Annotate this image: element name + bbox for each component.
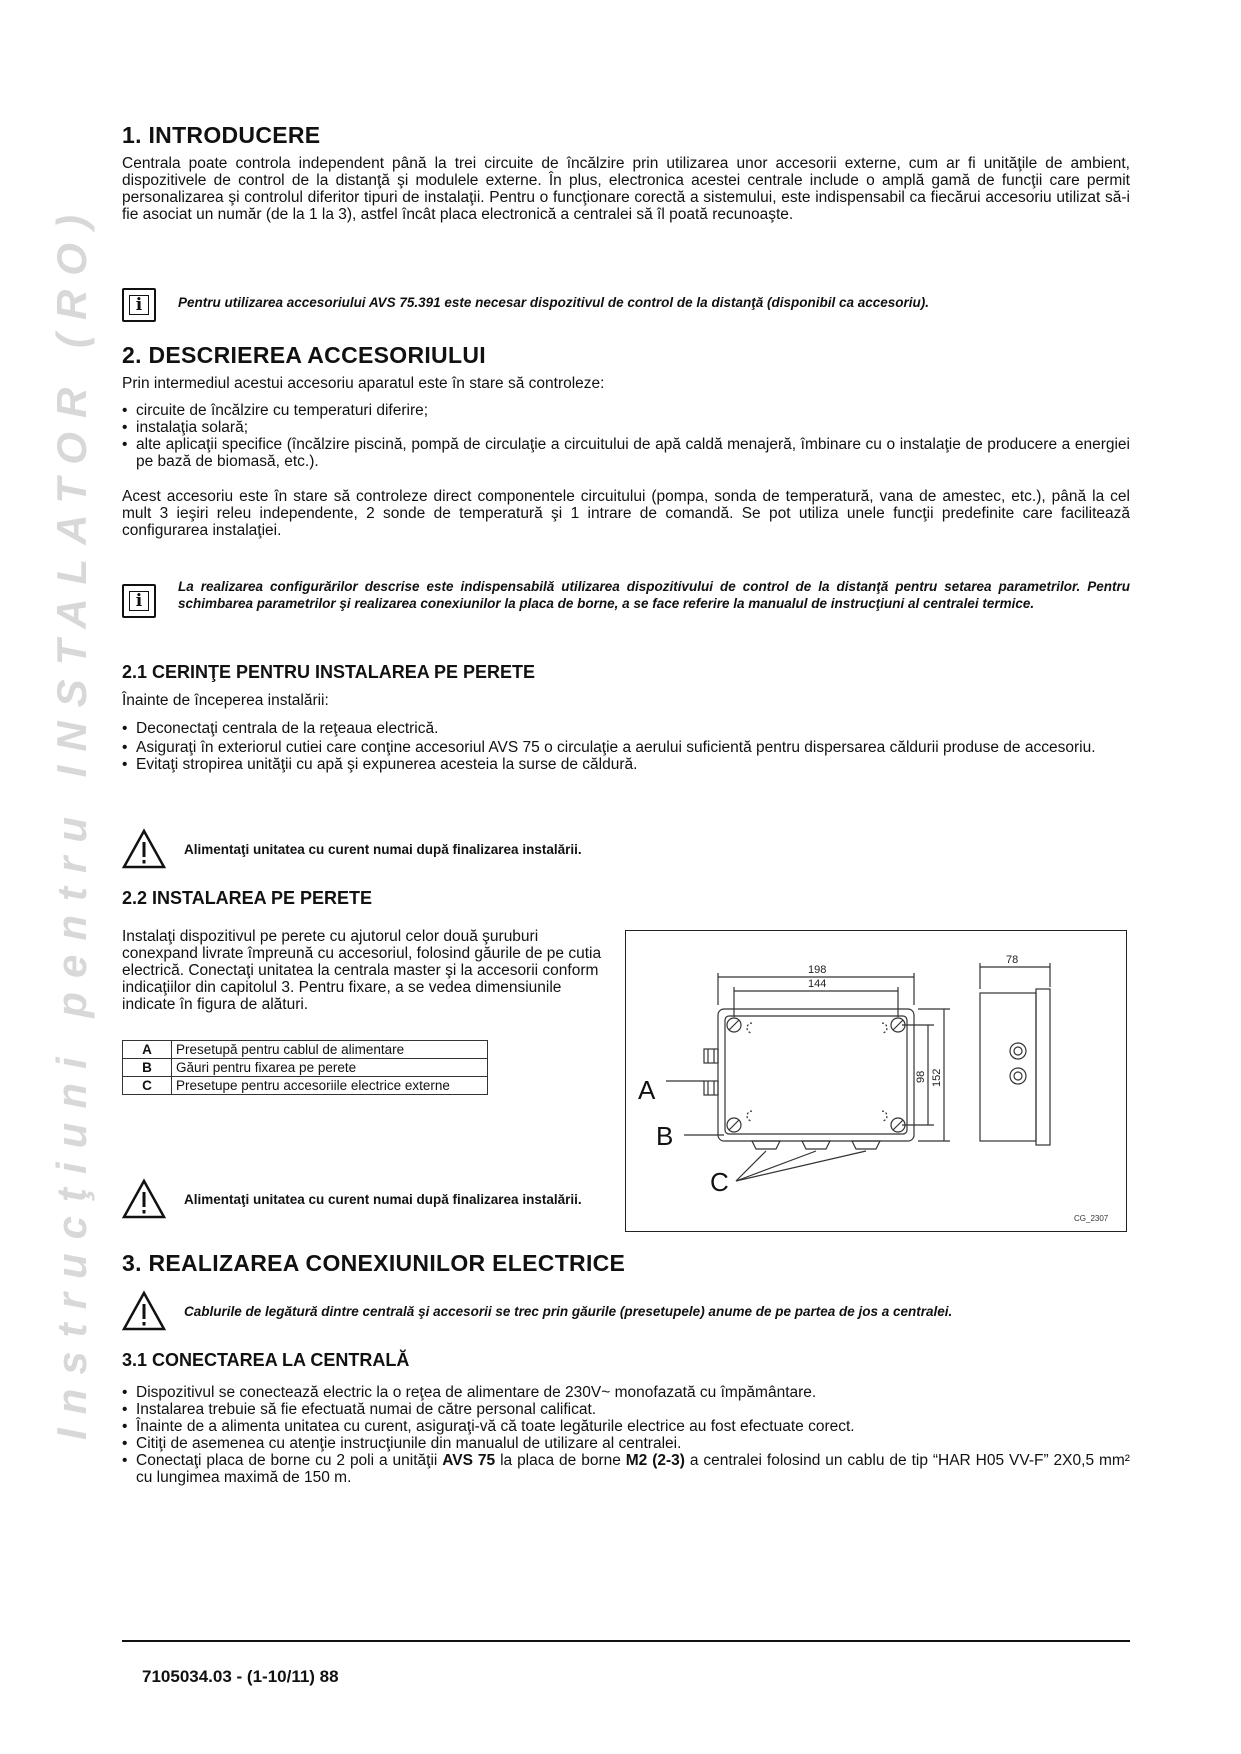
footer-code: 7105034.03 - (1-10/11) 88 — [142, 1667, 339, 1686]
dim-198: 198 — [808, 964, 827, 976]
legend-key: B — [123, 1059, 172, 1077]
bullet-text: Conectaţi placa de borne cu 2 poli a unităţii — [136, 1452, 443, 1469]
section-2-2-paragraph: Instalaţi dispozitivul pe perete cu ajutorul celor două şuruburi conexpand livrate împreună cu accesoriul, folosind găurile de pe cutia electrică. Conectaţi unitatea la centrala master şi la accesorii conform indicaţiilor din capitolul 3. Pentru fixare, a se vedea dimensiunile indicate în figura de alături. — [122, 928, 602, 1013]
legend-key: C — [123, 1077, 172, 1095]
dim-152: 152 — [931, 1068, 943, 1087]
table-row — [123, 1041, 488, 1059]
legend-text: Presetupă pentru cablul de alimentare — [172, 1041, 488, 1059]
footer-divider — [122, 1640, 1130, 1642]
figure-label-b: B — [656, 1121, 674, 1151]
section-2-1-title: 2.1 CERINŢE PENTRU INSTALAREA PE PERETE — [122, 662, 536, 682]
device-name: AVS 75 — [442, 1452, 496, 1469]
bullet-text: la placa de borne — [495, 1452, 626, 1469]
section-2-1-bullets — [122, 720, 1130, 773]
section-2-2-warning-text: Alimentaţi unitatea cu curent numai după finalizarea instalării. — [184, 1191, 582, 1207]
warning-icon — [122, 1290, 166, 1332]
side-label: Instrucţiuni pentru INSTALATOR (RO) — [48, 201, 95, 1440]
dimension-figure — [625, 930, 1127, 1232]
list-item: • alte aplicaţii specifice (încălzire piscină, pompă de circulaţie a circuitului de apă caldă menajeră, îmbinare cu o instalaţie de producere a energiei pe bază de biomasă, etc.). — [122, 436, 1130, 470]
section-2-paragraph: Acest accesoriu este în stare să controleze direct componentele circuitului (pompa, sonda de temperatură, vana de amestec, etc.), până la cel mult 3 ieşiri releu independente, 2 sonde de temperatură şi 1 intrare de comandă. Se pot utiliza unele funcţii predefinite care facilitează configurarea instalaţiei. — [122, 488, 1130, 539]
list-item: • instalaţia solară; — [122, 419, 1130, 436]
section-2-title: 2. DESCRIEREA ACCESORIULUI — [122, 342, 486, 368]
section-2-2-title: 2.2 INSTALAREA PE PERETE — [122, 888, 373, 908]
section-2-2-warning — [122, 1178, 597, 1220]
section-3-title: 3. REALIZAREA CONEXIUNILOR ELECTRICE — [122, 1250, 626, 1276]
list-item: • Instalarea trebuie să fie efectuată numai de către personal calificat. — [122, 1401, 1130, 1418]
legend-text: Găuri pentru fixarea pe perete — [172, 1059, 488, 1077]
info-icon: i — [122, 584, 156, 618]
info-icon: i — [122, 288, 156, 322]
figure-code: CG_2307 — [1074, 1214, 1109, 1223]
section-3-warning-text: Cablurile de legătură dintre centrală şi accesorii se trec prin găurile (presetupele) anume de pe partea de jos a centralei. — [184, 1303, 953, 1319]
section-2-note-text: La realizarea configurărilor descrise este indispensabilă utilizarea dispozitivului de control de la distanţă pentru setarea parametrilor. Pentru schimbarea parametrilor şi realizarea conexiunilor la placa de borne, a se face referire la manualul de instrucţiuni al centralei termice. — [178, 579, 1130, 611]
terminal-name: M2 (2-3) — [625, 1452, 685, 1469]
list-item — [122, 1452, 1130, 1486]
section-2-1-intro: Înainte de începerea instalării: — [122, 692, 329, 709]
legend-key: A — [123, 1041, 172, 1059]
warning-icon — [122, 828, 166, 870]
figure-label-c: C — [710, 1167, 729, 1197]
legend-text: Presetupe pentru accesoriile electrice externe — [172, 1077, 488, 1095]
section-2-1-warning — [122, 828, 822, 870]
section-2-bullets — [122, 402, 1130, 470]
list-item: • Înainte de a alimenta unitatea cu curent, asiguraţi-vă că toate legăturile electrice au fost efectuate corect. — [122, 1418, 1130, 1435]
section-3-warning — [122, 1290, 1130, 1332]
section-2-intro: Prin intermediul acestui accesoriu aparatul este în stare să controleze: — [122, 375, 605, 392]
figure-drawing — [626, 931, 1126, 1231]
list-item: • Citiţi de asemenea cu atenţie instrucţiunile din manualul de utilizare al centralei. — [122, 1435, 1130, 1452]
list-item: • Dispozitivul se conectează electric la o reţea de alimentare de 230V~ monofazată cu împământare. — [122, 1384, 1130, 1401]
bullet-text: a centralei folosind un cablu de tip “HAR H05 VV-F” 2X0,5 mm² cu lungimea maximă de 150 m. — [136, 1452, 1130, 1486]
figure-label-a: A — [638, 1075, 656, 1105]
warning-icon — [122, 1178, 166, 1220]
dim-98: 98 — [915, 1070, 927, 1083]
legend-table — [122, 1040, 488, 1095]
section-1-note — [122, 288, 1130, 322]
section-3-1-title: 3.1 CONECTAREA LA CENTRALĂ — [122, 1350, 410, 1370]
list-item: • Asiguraţi în exteriorul cutiei care conţine accesoriul AVS 75 o circulaţie a aerului suficientă pentru dispersarea căldurii produse de accesoriu. — [122, 739, 1130, 756]
list-item: • circuite de încălzire cu temperaturi diferire; — [122, 402, 1130, 419]
list-item: • Deconectaţi centrala de la reţeaua electrică. — [122, 720, 1130, 737]
dim-78: 78 — [1006, 954, 1019, 966]
dim-144: 144 — [808, 978, 827, 990]
section-2-note — [122, 578, 1130, 618]
section-3-1-bullets — [122, 1384, 1130, 1486]
list-item: • Evitaţi stropirea unităţii cu apă şi expunerea acesteia la surse de căldură. — [122, 756, 1130, 773]
section-1-title: 1. INTRODUCERE — [122, 122, 321, 148]
table-row — [123, 1077, 488, 1095]
section-1-note-text: Pentru utilizarea accesoriului AVS 75.391 este necesar dispozitivul de control de la distanţă (disponibil ca accesoriu). — [178, 295, 929, 310]
table-row — [123, 1059, 488, 1077]
section-1-paragraph: Centrala poate controla independent până la trei circuite de încălzire prin utilizarea unor accesorii externe, cum ar fi unităţile de ambient, dispozitivele de control de la distanţă şi modulele externe. În plus, electronica acestei centrale include o amplă gamă de funcţii care permit personalizarea şi controlul diferitor tipuri de instalaţii. Pentru o funcţionare corectă a sistemului, este indispensabil ca fiecărui accesoriu utilizat să-i fie asociat un număr (de la 1 la 3), astfel încât placa electronică a centralei să îl poată recunoaşte. — [122, 155, 1130, 223]
section-2-1-warning-text: Alimentaţi unitatea cu curent numai după finalizarea instalării. — [184, 841, 582, 857]
